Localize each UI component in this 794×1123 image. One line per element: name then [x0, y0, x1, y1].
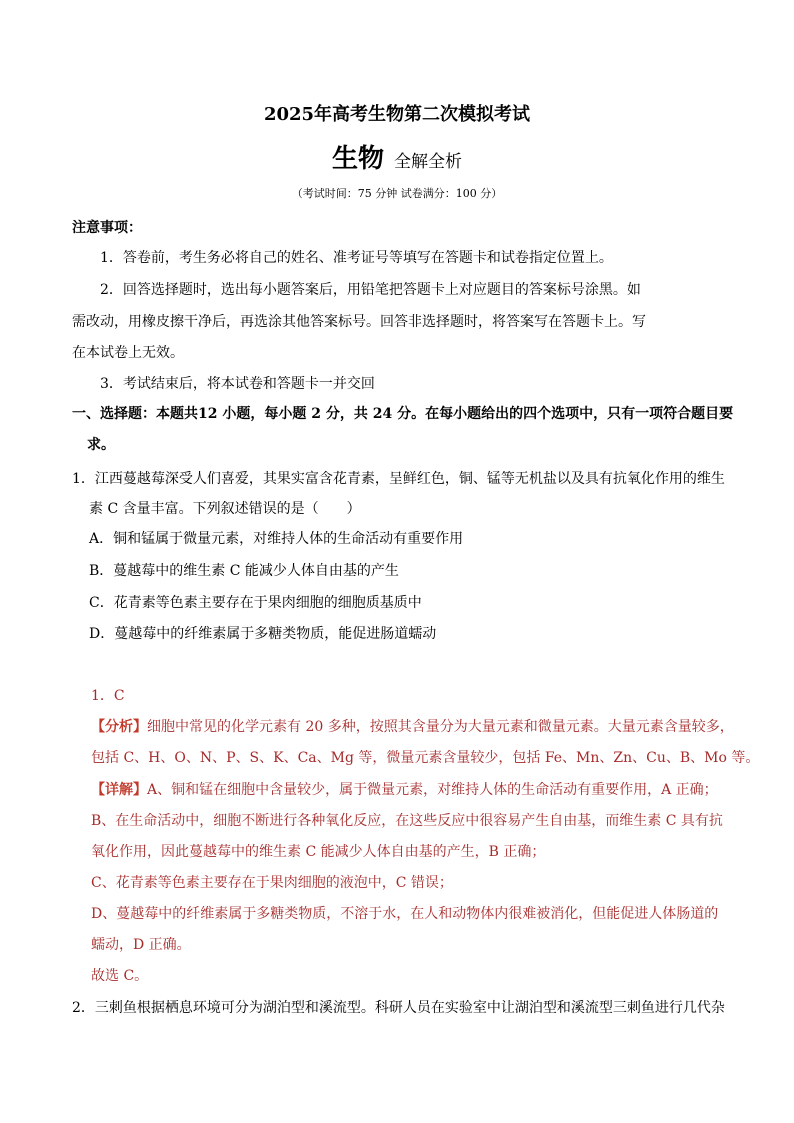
answer-1-detail-b-line-2: 氧化作用，因此蔓越莓中的维生素 C 能减少人体自由基的产生，B 正确； [91, 844, 546, 860]
notes-heading: 注意事项： [72, 220, 142, 236]
exam-time-info: （考试时间：75 分钟 试卷满分：100 分） [291, 187, 503, 200]
note-item-2-line-2: 需改动，用橡皮擦干净后，再选涂其他答案标号。回答非选择题时，将答案写在答题卡上。写 [72, 314, 646, 330]
question-1-stem-line-1: 1．江西蔓越莓深受人们喜爱，其果实富含花青素，呈鲜红色，铜、锰等无机盐以及具有抗氧化作用的维生 [72, 471, 725, 487]
section-heading-line-2: 求。 [87, 437, 115, 453]
answer-1-detail-d-line-1: D、蔓越莓中的纤维素属于多糖类物质，不溶于水，在人和动物体内很难被消化，但能促进人体肠道的 [91, 906, 719, 922]
note-item-1: 1．答卷前，考生务必将自己的姓名、准考证号等填写在答题卡和试卷指定位置上。 [100, 250, 613, 266]
answer-1-detail-b-line-1: B、在生命活动中，细胞不断进行各种氧化反应，在这些反应中很容易产生自由基，而维生素 C 具有抗 [91, 813, 723, 829]
note-item-3: 3．考试结束后，将本试卷和答题卡一并交回 [100, 376, 375, 392]
answer-1-detail-a [91, 780, 718, 800]
answer-1-analysis-line-2: 包括 C、H、O、N、P、S、K、Ca、Mg 等，微量元素含量较少，包括 Fe、Mn、Zn、Cu、B、Mo 等。 [91, 750, 760, 766]
question-1-option-b: B．蔓越莓中的维生素 C 能减少人体自由基的产生 [89, 563, 399, 579]
subject-heading [0, 142, 794, 180]
answer-1-detail-d-line-2: 蠕动，D 正确。 [91, 937, 191, 953]
analysis-tag: 【分析】 [91, 719, 147, 735]
section-heading-line-1: 一、选择题：本题共12 小题，每小题 2 分，共 24 分。在每小题给出的四个选项中，只有一项符合题目要 [72, 406, 734, 422]
question-1-option-a: A．铜和锰属于微量元素，对维持人体的生命活动有重要作用 [89, 531, 464, 547]
answer-1: 1．C [91, 688, 125, 704]
note-item-2-line-3: 在本试卷上无效。 [72, 345, 184, 361]
detail-a-text: A、铜和锰在细胞中含量较少，属于微量元素，对维持人体的生命活动有重要作用，A 正确； [147, 782, 718, 798]
answer-1-detail-c: C、花青素等色素主要存在于果肉细胞的液泡中，C 错误； [91, 875, 453, 891]
question-1-option-c: C．花青素等色素主要存在于果肉细胞的细胞质基质中 [89, 595, 422, 611]
subject-note: 全解全析 [394, 152, 462, 172]
question-2-stem-line-1: 2．三刺鱼根据栖息环境可分为湖泊型和溪流型。科研人员在实验室中让湖泊型和溪流型三刺鱼进行几代杂 [72, 1000, 725, 1016]
note-item-2-line-1: 2．回答选择题时，选出每小题答案后，用铅笔把答题卡上对应题目的答案标号涂黑。如 [100, 282, 641, 298]
question-1-stem-line-2: 素 C 含量丰富。下列叙述错误的是（ ） [89, 501, 361, 517]
subject-name: 生物 [331, 144, 384, 174]
answer-1-analysis-line-1 [91, 717, 734, 737]
page-title: 2025年高考生物第二次模拟考试 [263, 104, 531, 125]
analysis-text: 细胞中常见的化学元素有 20 多种，按照其含量分为大量元素和微量元素。大量元素含量较多， [147, 719, 734, 735]
answer-1-conclusion: 故选 C。 [91, 968, 149, 984]
question-1-option-d: D．蔓越莓中的纤维素属于多糖类物质，能促进肠道蠕动 [89, 626, 437, 642]
detail-tag: 【详解】 [91, 782, 147, 798]
